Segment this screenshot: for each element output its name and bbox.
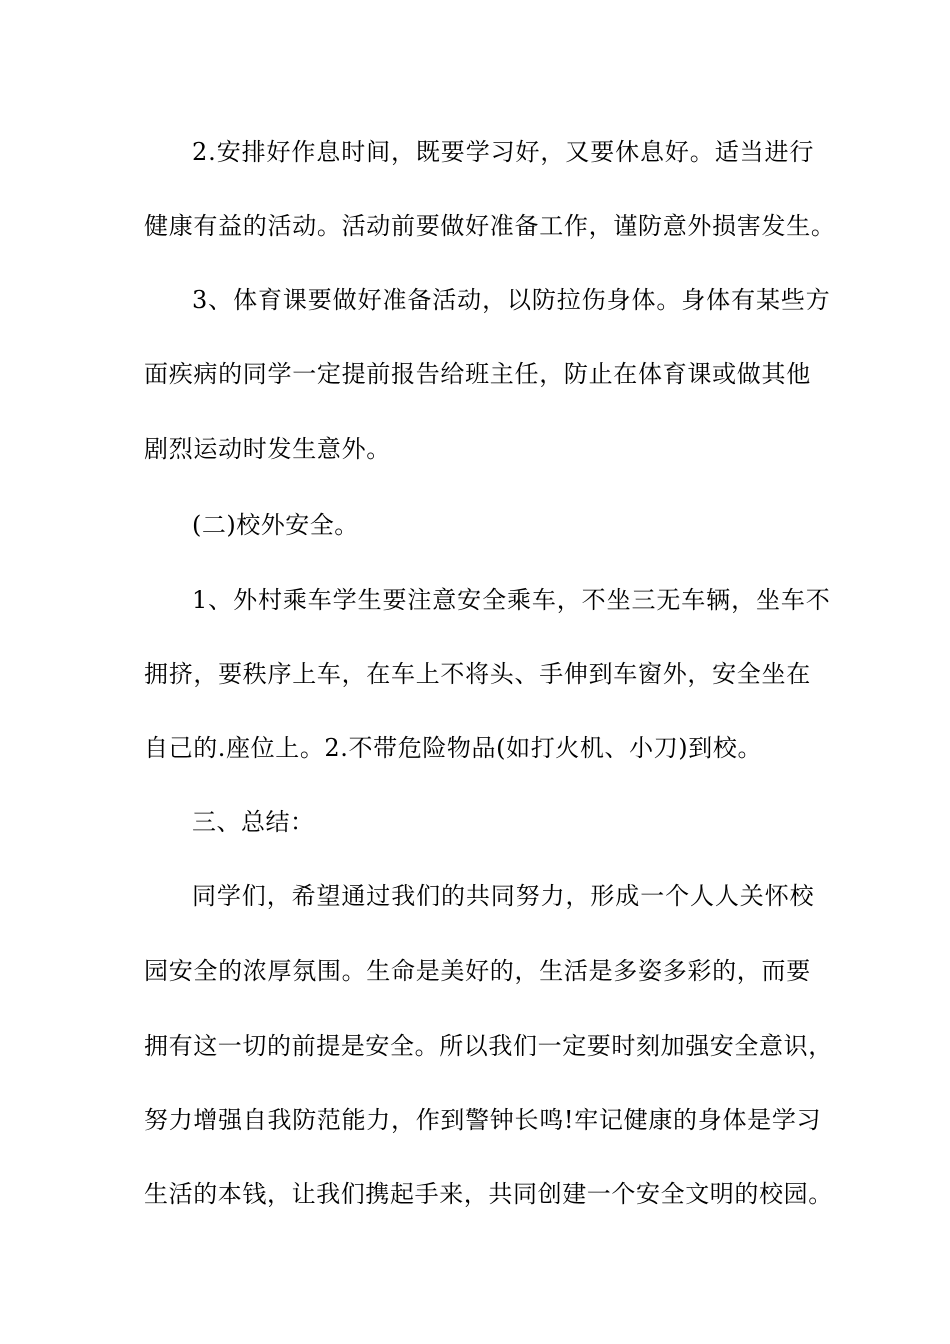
section-heading-summary: 三、总结： — [192, 808, 315, 836]
text-line-1: 2.安排好作息时间，既要学习好，又要休息好。适当进行 — [192, 138, 815, 166]
text-line-8: 拥挤，要秩序上车，在车上不将头、手伸到车窗外，安全坐在 — [144, 660, 811, 688]
text-line-9: 自己的.座位上。2.不带危险物品(如打火机、小刀)到校。 — [144, 734, 763, 762]
text-line-12: 园安全的浓厚氛围。生命是美好的，生活是多姿多彩的，而要 — [144, 957, 811, 985]
text-line-15: 生活的本钱，让我们携起手来，共同创建一个安全文明的校园。 — [144, 1180, 833, 1208]
text-line-5: 剧烈运动时发生意外。 — [144, 435, 391, 463]
text-line-3: 3、体育课要做好准备活动，以防拉伤身体。身体有某些方 — [192, 286, 831, 314]
section-heading-off-campus: (二)校外安全。 — [192, 511, 359, 539]
text-line-7: 1、外村乘车学生要注意安全乘车，不坐三无车辆，坐车不 — [192, 586, 831, 614]
text-line-13: 拥有这一切的前提是安全。所以我们一定要时刻加强安全意识， — [144, 1032, 833, 1060]
text-line-14: 努力增强自我防范能力，作到警钟长鸣!牢记健康的身体是学习 — [144, 1106, 822, 1134]
text-line-11: 同学们，希望通过我们的共同努力，形成一个人人关怀校 — [192, 882, 815, 910]
text-line-2: 健康有益的活动。活动前要做好准备工作，谨防意外损害发生。 — [144, 212, 836, 240]
text-line-4: 面疾病的同学一定提前报告给班主任，防止在体育课或做其他 — [144, 360, 811, 388]
